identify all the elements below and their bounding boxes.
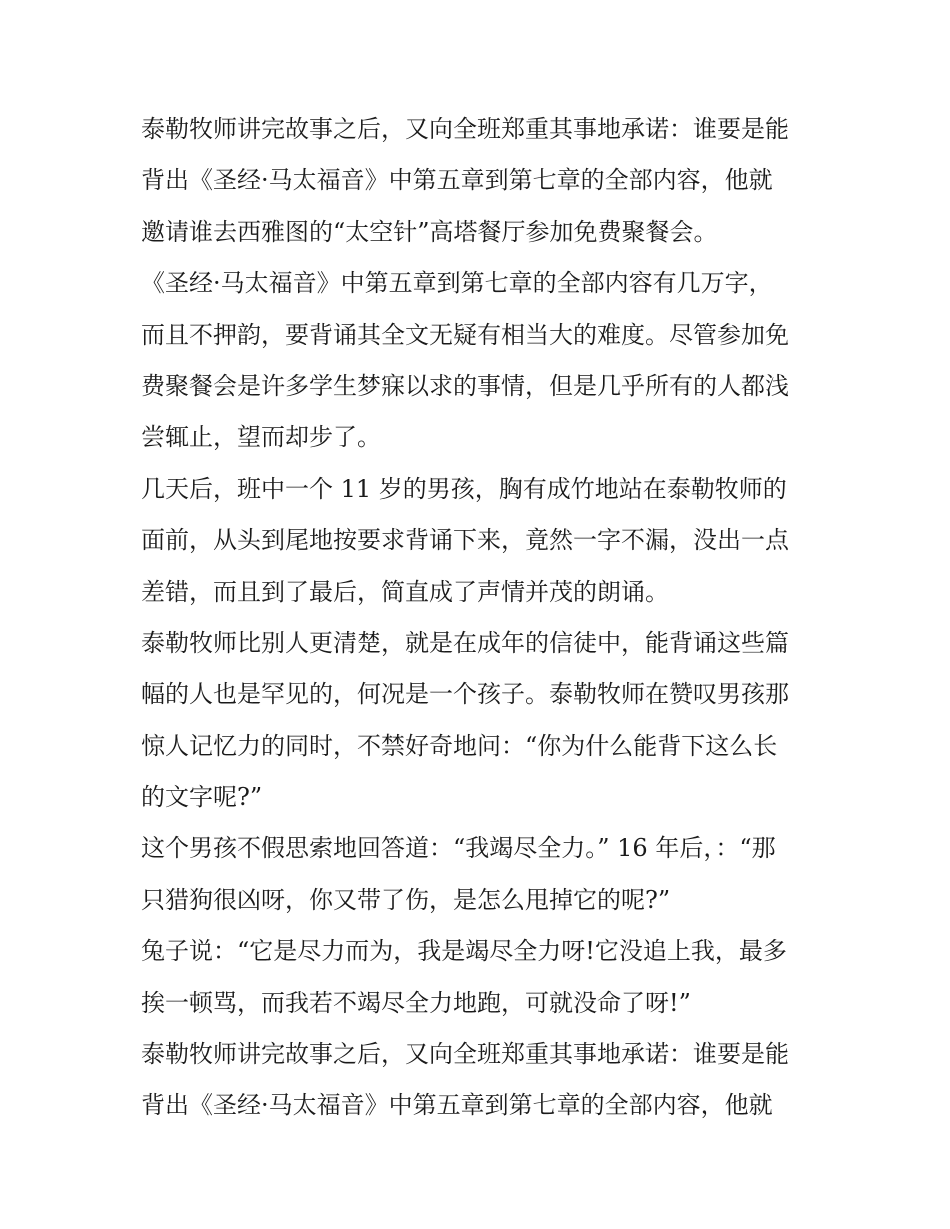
text-line: 这个男孩不假思索地回答道：“我竭尽全力。” 16 年后，：“那 [141,834,776,863]
text-line: 几天后，班中一个 11 岁的男孩，胸有成竹地站在泰勒牧师的 [141,474,787,503]
text-line: 费聚餐会是许多学生梦寐以求的事情，但是几乎所有的人都浅 [141,371,789,400]
text-line: 而且不押韵，要背诵其全文无疑有相当大的难度。尽管参加免 [141,320,789,349]
text-line: 只猎狗很凶呀，你又带了伤，是怎么甩掉它的呢?” [141,885,671,914]
text-line: 邀请谁去西雅图的“太空针”高塔餐厅参加免费聚餐会。 [141,217,718,246]
text-line: 泰勒牧师比别人更清楚，就是在成年的信徒中，能背诵这些篇 [141,628,789,657]
text-line: 挨一顿骂，而我若不竭尽全力地跑，可就没命了呀!” [141,988,691,1017]
text-line: 背出《圣经·马太福音》中第五章到第七章的全部内容，他就 [141,166,773,195]
text-line: 背出《圣经·马太福音》中第五章到第七章的全部内容，他就 [141,1091,773,1120]
text-line: 惊人记忆力的同时，不禁好奇地问：“你为什么能背下这么长 [141,731,778,760]
text-line: 泰勒牧师讲完故事之后，又向全班郑重其事地承诺：谁要是能 [141,115,789,143]
body-text [141,104,816,1132]
text-line: 《圣经·马太福音》中第五章到第七章的全部内容有几万字， [141,269,773,298]
text-line: 的文字呢?” [141,783,263,812]
text-line: 面前，从头到尾地按要求背诵下来，竟然一字不漏，没出一点 [141,526,789,555]
text-line: 兔子说：“它是尽力而为，我是竭尽全力呀!它没追上我，最多 [141,937,787,966]
text-line: 尝辄止，望而却步了。 [141,423,381,452]
text-line: 差错，而且到了最后，简直成了声情并茂的朗诵。 [141,577,669,606]
text-line: 泰勒牧师讲完故事之后，又向全班郑重其事地承诺：谁要是能 [141,1040,789,1069]
text-line: 幅的人也是罕见的，何况是一个孩子。泰勒牧师在赞叹男孩那 [141,680,789,709]
